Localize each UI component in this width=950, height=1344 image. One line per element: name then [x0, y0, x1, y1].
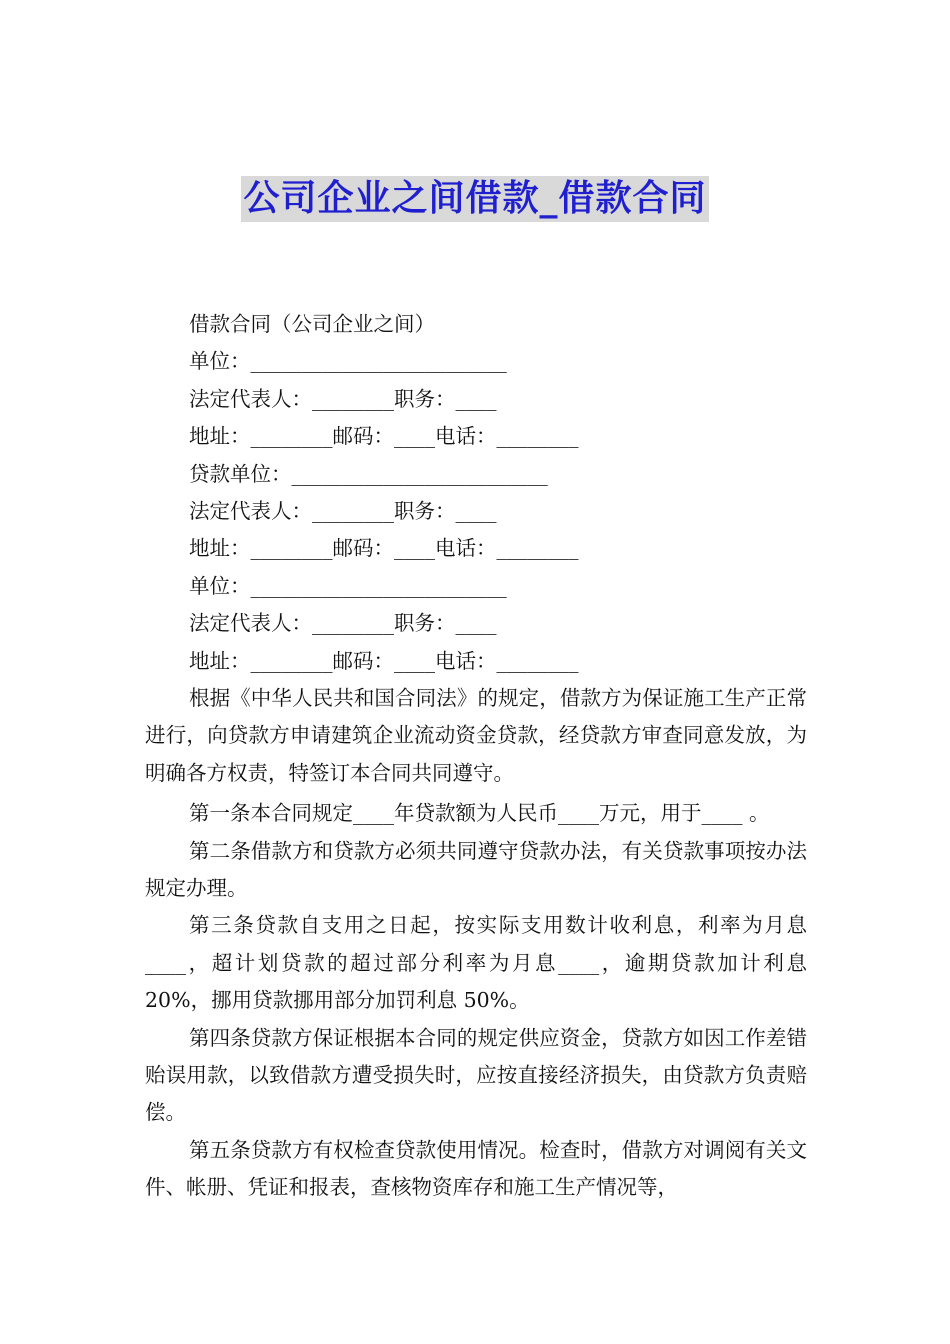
- article-3-paragraph: 第三条贷款自支用之日起，按实际支用数计收利息，利率为月息____，超计划贷款的超过部分利率为月息____，逾期贷款加计利息 20%，挪用贷款挪用部分加罚利息 50%。: [145, 913, 807, 1013]
- article-1-paragraph: 第一条本合同规定____年贷款额为人民币____万元，用于____ 。: [189, 801, 770, 826]
- third-representative-line: 法定代表人：________职务：____: [189, 611, 497, 636]
- contract-heading: 借款合同（公司企业之间）: [189, 312, 435, 336]
- third-unit-line: 单位：_________________________: [189, 573, 507, 598]
- borrower-representative-line: 法定代表人：________职务：____: [189, 386, 497, 411]
- article-4-paragraph: 第四条贷款方保证根据本合同的规定供应资金，贷款方如因工作差错贻误用款，以致借款方遭受损失时，应按直接经济损失，由贷款方负责赔偿。: [145, 1025, 807, 1125]
- lender-representative-line: 法定代表人：________职务：____: [189, 498, 497, 523]
- borrower-address-line: 地址：________邮码：____电话：________: [189, 424, 579, 449]
- title-container: [0, 176, 950, 222]
- third-address-line: 地址：________邮码：____电话：________: [189, 648, 579, 673]
- article-2-paragraph: 第二条借款方和贷款方必须共同遵守贷款办法，有关贷款事项按办法规定办理。: [145, 838, 807, 900]
- article-5-paragraph: 第五条贷款方有权检查贷款使用情况。检查时，借款方对调阅有关文件、帐册、凭证和报表，查核物资库存和施工生产情况等，: [145, 1137, 807, 1200]
- preamble-paragraph: 根据《中华人民共和国合同法》的规定，借款方为保证施工生产正常进行，向贷款方申请建筑企业流动资金贷款，经贷款方审查同意发放，为明确各方权责，特签订本合同共同遵守。: [145, 685, 807, 785]
- borrower-unit-line: 单位：_________________________: [189, 349, 507, 374]
- lender-unit-line: 贷款单位：_________________________: [189, 461, 548, 486]
- document-title: 公司企业之间借款_借款合同: [241, 176, 708, 222]
- lender-address-line: 地址：________邮码：____电话：________: [189, 536, 579, 561]
- document-body: [145, 306, 807, 1207]
